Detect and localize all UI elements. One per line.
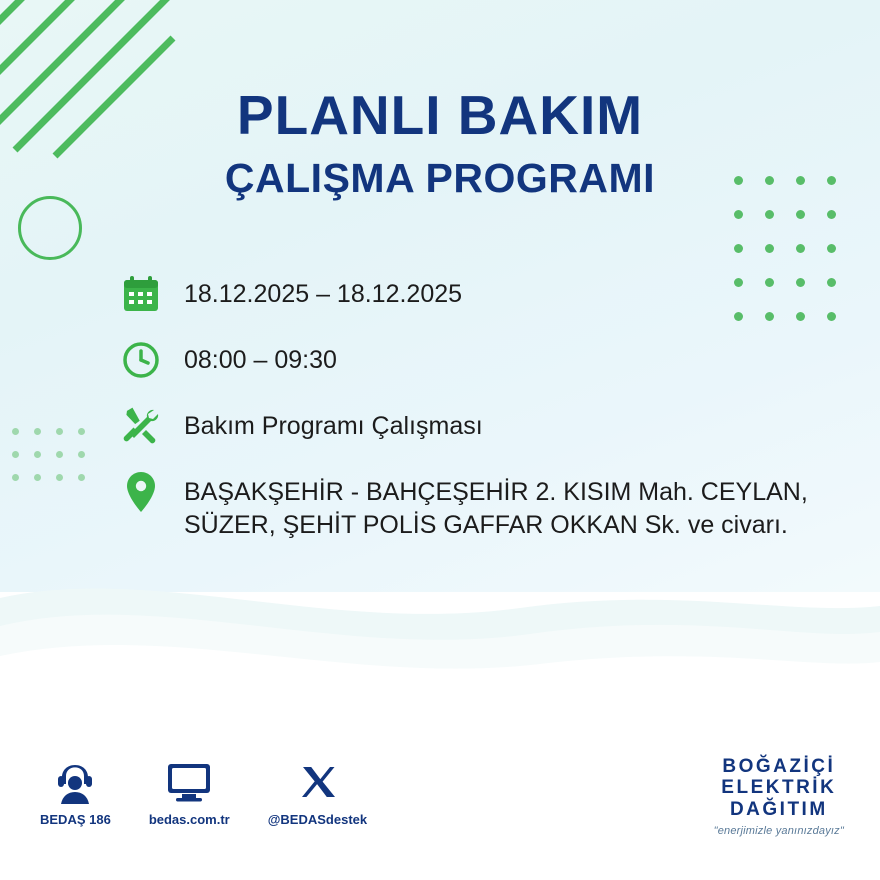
brand-slogan: "enerjimizle yanınızdayız": [713, 824, 844, 837]
info-row-date: [118, 272, 858, 316]
circle-outline-decoration: [18, 196, 82, 260]
brand-logo: [714, 756, 844, 837]
info-row-address: [118, 470, 858, 543]
footer-item-label: bedas.com.tr: [148, 812, 230, 827]
info-list: [118, 272, 858, 565]
brand-line-2: [714, 777, 844, 798]
footer-item-label: @BEDASdestek: [267, 812, 368, 827]
info-date-text: 18.12.2025 – 18.12.2025: [184, 280, 463, 308]
info-time-text: 08:00 – 09:30: [184, 346, 337, 374]
tools-icon: [118, 404, 164, 448]
wave-decoration: [0, 560, 880, 750]
info-row-time: [118, 338, 858, 382]
dot-grid-left-decoration: [12, 428, 100, 497]
brand-line-3: [714, 799, 844, 820]
info-row-worktype: [118, 404, 858, 448]
page-subtitle: ÇALIŞMA PROGRAMI: [224, 155, 656, 201]
brand-line-1: [714, 756, 844, 777]
footer-item-social[interactable]: [268, 758, 367, 827]
location-pin-icon: [118, 470, 164, 514]
brand-line-2-text: ELEKTRİK: [721, 777, 837, 799]
brand-line-3-text: DAĞITIM: [729, 798, 828, 820]
page-title: PLANLI BAKIM: [236, 84, 644, 146]
monitor-icon: [165, 758, 213, 806]
footer-contact-list: [40, 758, 405, 827]
x-twitter-icon: [297, 758, 337, 806]
footer-item-website[interactable]: [149, 758, 230, 827]
calendar-icon: [118, 272, 164, 316]
headset-support-icon: [53, 758, 97, 806]
info-worktype-text: Bakım Programı Çalışması: [184, 412, 483, 440]
brand-line-1-text: BOĞAZİÇİ: [722, 756, 836, 777]
footer-item-call-center[interactable]: [40, 758, 111, 827]
footer-item-label: BEDAŞ 186: [40, 812, 111, 827]
poster-footer: [0, 730, 880, 880]
info-address-text: BAŞAKŞEHİR - BAHÇEŞEHİR 2. KISIM Mah. CEYLAN, SÜZER, ŞEHİT POLİS GAFFAR OKKAN Sk. ve civarı.: [184, 478, 808, 540]
clock-icon: [118, 338, 164, 382]
